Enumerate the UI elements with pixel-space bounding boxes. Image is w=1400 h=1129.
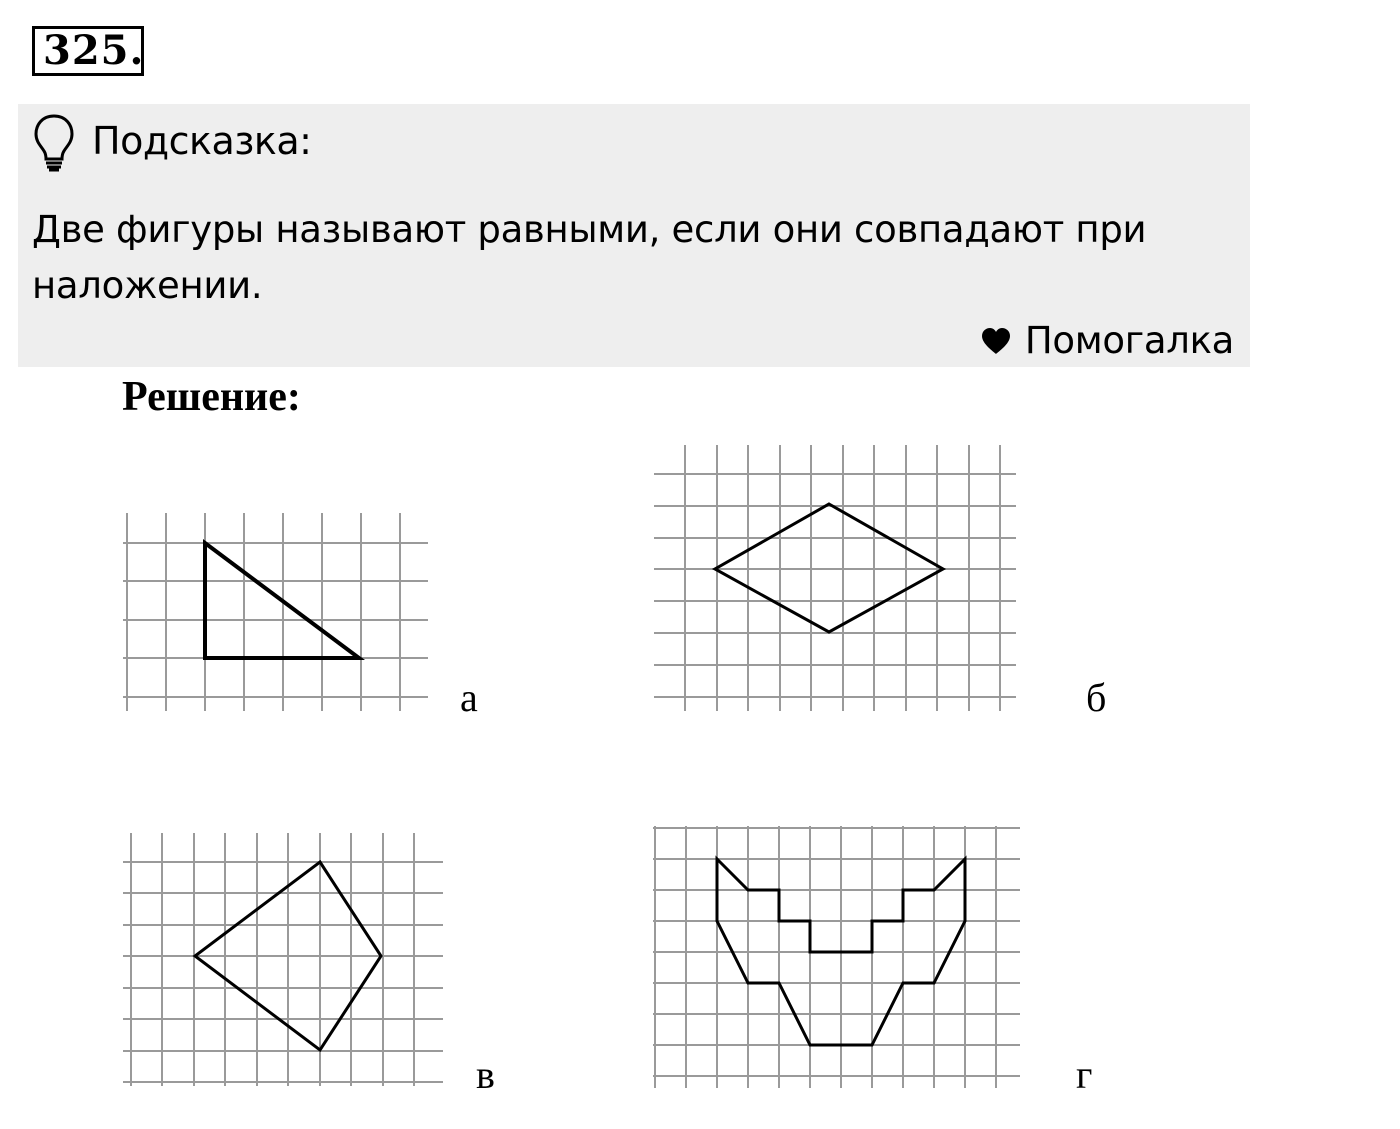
hint-text: Две фигуры называют равными, если они совпадают при наложении. [32,208,1147,307]
figure-label-v: в [476,1052,495,1097]
figure-label-g: г [1076,1052,1093,1097]
figure-label-a: а [460,675,478,720]
grid-v [123,833,443,1086]
grid-b [654,445,1016,711]
figure-a [123,513,478,720]
grid-a [123,513,428,711]
hint-title: Подсказка: [92,119,312,163]
figure-v [123,833,495,1097]
task-number: 325. [32,26,144,76]
solution-title: Решение: [122,374,301,420]
helper-label: Помогалка [1024,319,1234,362]
figure-g [653,826,1092,1097]
figure-label-b: б [1086,675,1107,720]
figure-b [654,445,1106,720]
